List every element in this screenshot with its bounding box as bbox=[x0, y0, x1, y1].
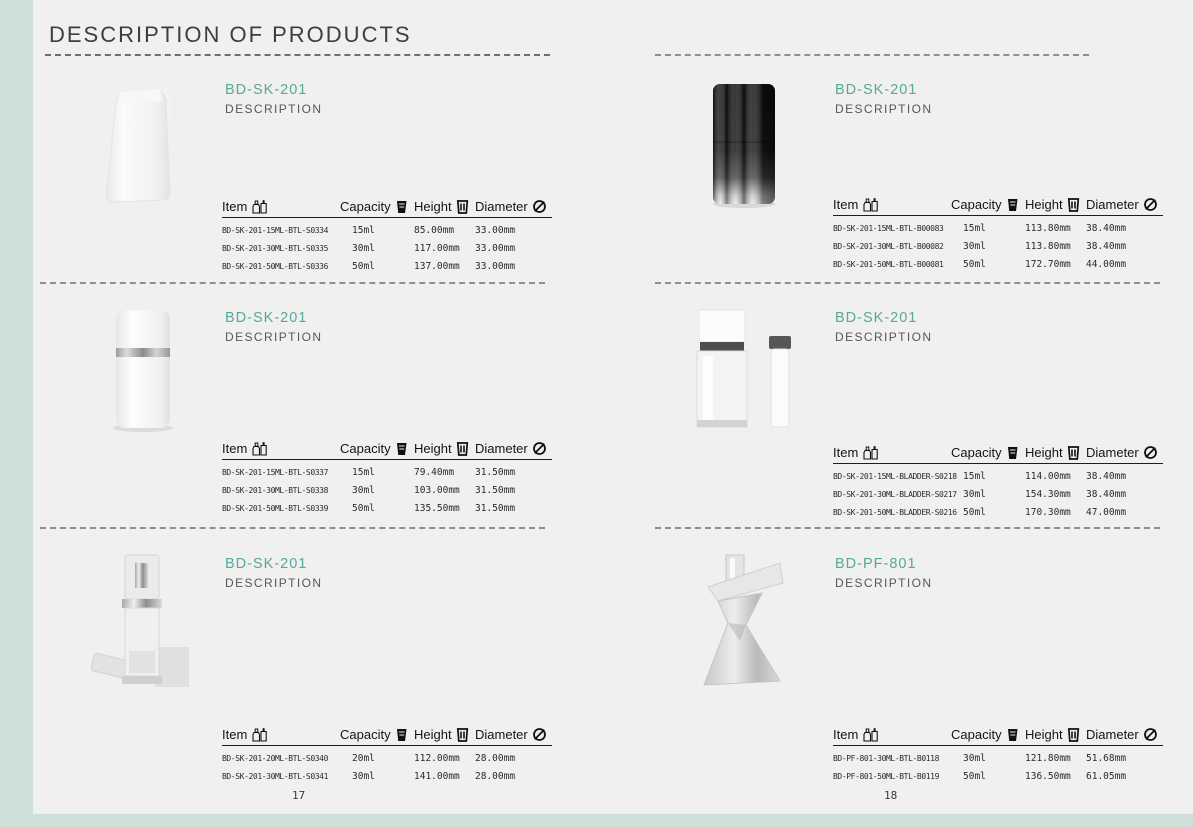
table-row bbox=[833, 506, 1163, 518]
item-header-label: Item bbox=[833, 197, 859, 212]
height-cell: 85.00mm bbox=[414, 224, 455, 236]
capacity-cell: 15ml bbox=[963, 470, 986, 482]
diameter-cell: 38.40mm bbox=[1086, 240, 1127, 252]
table-row bbox=[833, 752, 1163, 764]
item-cell: BD-SK-201-50ML-BTL-B00081 bbox=[833, 259, 944, 269]
height-cell: 117.00mm bbox=[414, 242, 460, 254]
table-header-row bbox=[833, 442, 1163, 464]
diameter-cell: 31.50mm bbox=[475, 502, 516, 514]
measuring-cup-icon bbox=[395, 442, 408, 456]
bottom-accent-bar bbox=[0, 814, 1193, 827]
diameter-column-header bbox=[475, 727, 552, 742]
bottles-icon bbox=[251, 727, 268, 742]
bottles-icon bbox=[251, 199, 268, 214]
table-header-row bbox=[833, 724, 1163, 746]
measuring-cup-icon bbox=[1006, 728, 1019, 742]
table-row bbox=[222, 466, 552, 478]
product-description-label: DESCRIPTION bbox=[225, 330, 323, 344]
height-column-header bbox=[414, 441, 475, 456]
measuring-cylinder-icon bbox=[1067, 446, 1080, 460]
diameter-icon bbox=[532, 727, 547, 742]
diameter-header-label: Diameter bbox=[1086, 445, 1139, 460]
product-description-label: DESCRIPTION bbox=[835, 330, 933, 344]
capacity-cell: 30ml bbox=[963, 488, 986, 500]
height-header-label: Height bbox=[1025, 727, 1063, 742]
capacity-cell: 15ml bbox=[963, 222, 986, 234]
capacity-cell: 15ml bbox=[352, 224, 375, 236]
product-code: BD-SK-201 bbox=[835, 310, 918, 326]
divider bbox=[655, 527, 1160, 529]
item-cell: BD-SK-201-30ML-BTL-B00082 bbox=[833, 241, 944, 251]
product-code: BD-SK-201 bbox=[225, 310, 308, 326]
section-4-heading bbox=[835, 82, 932, 116]
capacity-header-label: Capacity bbox=[340, 727, 391, 742]
spec-table-2 bbox=[222, 438, 552, 514]
item-cell: BD-SK-201-50ML-BLADDER-S0216 bbox=[833, 507, 957, 517]
capacity-header-label: Capacity bbox=[340, 199, 391, 214]
item-column-header bbox=[833, 727, 951, 742]
spec-table-5 bbox=[833, 442, 1163, 518]
right-page-top-rule bbox=[655, 54, 1089, 56]
item-cell: BD-SK-201-20ML-BTL-S0340 bbox=[222, 753, 328, 763]
table-row bbox=[222, 770, 552, 782]
diameter-header-label: Diameter bbox=[1086, 197, 1139, 212]
item-header-label: Item bbox=[222, 199, 248, 214]
diameter-cell: 38.40mm bbox=[1086, 222, 1127, 234]
capacity-column-header bbox=[340, 199, 414, 214]
measuring-cylinder-icon bbox=[456, 200, 469, 214]
capacity-header-label: Capacity bbox=[340, 441, 391, 456]
item-column-header bbox=[222, 199, 340, 214]
spec-table-4 bbox=[833, 194, 1163, 270]
item-cell: BD-PF-801-50ML-BTL-B0119 bbox=[833, 771, 939, 781]
diameter-header-label: Diameter bbox=[475, 199, 528, 214]
table-header-row bbox=[222, 438, 552, 460]
height-cell: 154.30mm bbox=[1025, 488, 1071, 500]
item-cell: BD-SK-201-30ML-BTL-S0338 bbox=[222, 485, 328, 495]
height-cell: 103.00mm bbox=[414, 484, 460, 496]
table-row bbox=[222, 502, 552, 514]
item-cell: BD-SK-201-30ML-BTL-S0335 bbox=[222, 243, 328, 253]
diameter-cell: 33.00mm bbox=[475, 224, 516, 236]
table-row bbox=[222, 484, 552, 496]
capacity-cell: 50ml bbox=[352, 502, 375, 514]
height-cell: 137.00mm bbox=[414, 260, 460, 272]
diameter-cell: 44.00mm bbox=[1086, 258, 1127, 270]
height-cell: 170.30mm bbox=[1025, 506, 1071, 518]
item-column-header bbox=[833, 197, 951, 212]
capacity-cell: 50ml bbox=[352, 260, 375, 272]
product-description-label: DESCRIPTION bbox=[835, 102, 933, 116]
section-3-heading bbox=[225, 556, 322, 590]
table-row bbox=[222, 752, 552, 764]
height-column-header bbox=[1025, 445, 1086, 460]
bottles-icon bbox=[862, 445, 879, 460]
table-row bbox=[222, 242, 552, 254]
item-cell: BD-SK-201-15ML-BLADDER-S0218 bbox=[833, 471, 957, 481]
spec-table-1 bbox=[222, 196, 552, 272]
product-image-square-bottle-and-refill-vial bbox=[683, 308, 798, 438]
capacity-cell: 50ml bbox=[963, 258, 986, 270]
capacity-column-header bbox=[951, 197, 1025, 212]
capacity-column-header bbox=[340, 441, 414, 456]
section-5-heading bbox=[835, 310, 932, 344]
table-row bbox=[833, 488, 1163, 500]
height-cell: 79.40mm bbox=[414, 466, 455, 478]
diameter-cell: 33.00mm bbox=[475, 260, 516, 272]
item-header-label: Item bbox=[833, 445, 859, 460]
title-underline bbox=[45, 54, 550, 56]
section-2-heading bbox=[225, 310, 322, 344]
divider bbox=[40, 527, 545, 529]
table-row bbox=[833, 770, 1163, 782]
product-description-label: DESCRIPTION bbox=[225, 102, 323, 116]
height-cell: 112.00mm bbox=[414, 752, 460, 764]
product-description-label: DESCRIPTION bbox=[225, 576, 323, 590]
bottles-icon bbox=[862, 197, 879, 212]
measuring-cylinder-icon bbox=[1067, 198, 1080, 212]
table-row bbox=[222, 224, 552, 236]
table-row bbox=[833, 470, 1163, 482]
height-column-header bbox=[414, 727, 475, 742]
measuring-cup-icon bbox=[395, 200, 408, 214]
item-cell: BD-SK-201-15ML-BTL-B00083 bbox=[833, 223, 944, 233]
measuring-cylinder-icon bbox=[456, 442, 469, 456]
capacity-cell: 50ml bbox=[963, 770, 986, 782]
height-cell: 114.00mm bbox=[1025, 470, 1071, 482]
product-code: BD-PF-801 bbox=[835, 556, 917, 572]
capacity-column-header bbox=[951, 727, 1025, 742]
capacity-cell: 50ml bbox=[963, 506, 986, 518]
right-page-number: 18 bbox=[884, 789, 898, 802]
diameter-cell: 51.68mm bbox=[1086, 752, 1127, 764]
measuring-cylinder-icon bbox=[456, 728, 469, 742]
item-cell: BD-SK-201-50ML-BTL-S0336 bbox=[222, 261, 328, 271]
diameter-icon bbox=[1143, 197, 1158, 212]
product-description-label: DESCRIPTION bbox=[835, 576, 933, 590]
item-column-header bbox=[222, 441, 340, 456]
product-code: BD-SK-201 bbox=[225, 556, 308, 572]
item-column-header bbox=[222, 727, 340, 742]
height-cell: 121.80mm bbox=[1025, 752, 1071, 764]
capacity-cell: 30ml bbox=[963, 240, 986, 252]
table-row bbox=[222, 260, 552, 272]
diameter-cell: 31.50mm bbox=[475, 466, 516, 478]
measuring-cup-icon bbox=[1006, 446, 1019, 460]
diameter-cell: 33.00mm bbox=[475, 242, 516, 254]
bottles-icon bbox=[251, 441, 268, 456]
height-cell: 136.50mm bbox=[1025, 770, 1071, 782]
item-cell: BD-PF-801-30ML-BTL-B0118 bbox=[833, 753, 939, 763]
height-cell: 141.00mm bbox=[414, 770, 460, 782]
item-cell: BD-SK-201-15ML-BTL-S0337 bbox=[222, 467, 328, 477]
bottles-icon bbox=[862, 727, 879, 742]
height-column-header bbox=[1025, 197, 1086, 212]
item-column-header bbox=[833, 445, 951, 460]
diameter-header-label: Diameter bbox=[1086, 727, 1139, 742]
item-cell: BD-SK-201-30ML-BLADDER-S0217 bbox=[833, 489, 957, 499]
capacity-cell: 30ml bbox=[352, 484, 375, 496]
diameter-icon bbox=[532, 199, 547, 214]
diameter-cell: 28.00mm bbox=[475, 770, 516, 782]
height-header-label: Height bbox=[1025, 445, 1063, 460]
capacity-cell: 30ml bbox=[963, 752, 986, 764]
diameter-header-label: Diameter bbox=[475, 727, 528, 742]
section-6-heading bbox=[835, 556, 932, 590]
height-column-header bbox=[1025, 727, 1086, 742]
height-header-label: Height bbox=[414, 199, 452, 214]
diameter-cell: 47.00mm bbox=[1086, 506, 1127, 518]
capacity-header-label: Capacity bbox=[951, 445, 1002, 460]
left-page-number: 17 bbox=[292, 789, 306, 802]
diameter-cell: 38.40mm bbox=[1086, 488, 1127, 500]
measuring-cup-icon bbox=[395, 728, 408, 742]
capacity-column-header bbox=[951, 445, 1025, 460]
capacity-cell: 20ml bbox=[352, 752, 375, 764]
spec-table-3 bbox=[222, 724, 552, 782]
height-cell: 113.80mm bbox=[1025, 222, 1071, 234]
diameter-column-header bbox=[475, 441, 552, 456]
table-header-row bbox=[222, 724, 552, 746]
diameter-column-header bbox=[1086, 727, 1163, 742]
table-row bbox=[833, 240, 1163, 252]
item-cell: BD-SK-201-30ML-BTL-S0341 bbox=[222, 771, 328, 781]
item-header-label: Item bbox=[833, 727, 859, 742]
table-row bbox=[833, 258, 1163, 270]
height-cell: 135.50mm bbox=[414, 502, 460, 514]
capacity-cell: 30ml bbox=[352, 242, 375, 254]
diameter-icon bbox=[1143, 727, 1158, 742]
diameter-header-label: Diameter bbox=[475, 441, 528, 456]
diameter-cell: 31.50mm bbox=[475, 484, 516, 496]
product-code: BD-SK-201 bbox=[835, 82, 918, 98]
capacity-cell: 30ml bbox=[352, 770, 375, 782]
table-header-row bbox=[833, 194, 1163, 216]
height-header-label: Height bbox=[414, 727, 452, 742]
height-cell: 172.70mm bbox=[1025, 258, 1071, 270]
item-header-label: Item bbox=[222, 727, 248, 742]
measuring-cylinder-icon bbox=[1067, 728, 1080, 742]
height-cell: 113.80mm bbox=[1025, 240, 1071, 252]
diameter-column-header bbox=[1086, 197, 1163, 212]
left-accent-bar bbox=[0, 0, 33, 827]
capacity-header-label: Capacity bbox=[951, 727, 1002, 742]
diameter-column-header bbox=[1086, 445, 1163, 460]
section-1-heading bbox=[225, 82, 322, 116]
product-image-airless-pump-bottle bbox=[85, 551, 200, 698]
diameter-cell: 28.00mm bbox=[475, 752, 516, 764]
capacity-column-header bbox=[340, 727, 414, 742]
product-image-white-round-bottle bbox=[80, 76, 200, 211]
diameter-icon bbox=[532, 441, 547, 456]
table-row bbox=[833, 222, 1163, 234]
product-image-white-cylinder-silver-band bbox=[90, 306, 195, 439]
item-cell: BD-SK-201-15ML-BTL-S0334 bbox=[222, 225, 328, 235]
measuring-cup-icon bbox=[1006, 198, 1019, 212]
page-title: DESCRIPTION OF PRODUCTS bbox=[49, 22, 412, 47]
diameter-cell: 38.40mm bbox=[1086, 470, 1127, 482]
product-image-angular-perfume-bottle bbox=[688, 553, 793, 698]
capacity-cell: 15ml bbox=[352, 466, 375, 478]
height-header-label: Height bbox=[414, 441, 452, 456]
diameter-icon bbox=[1143, 445, 1158, 460]
product-image-black-gloss-bottle bbox=[697, 82, 792, 215]
divider bbox=[655, 282, 1160, 284]
divider bbox=[40, 282, 545, 284]
product-code: BD-SK-201 bbox=[225, 82, 308, 98]
item-cell: BD-SK-201-50ML-BTL-S0339 bbox=[222, 503, 328, 513]
height-column-header bbox=[414, 199, 475, 214]
diameter-column-header bbox=[475, 199, 552, 214]
spec-table-6 bbox=[833, 724, 1163, 782]
height-header-label: Height bbox=[1025, 197, 1063, 212]
capacity-header-label: Capacity bbox=[951, 197, 1002, 212]
item-header-label: Item bbox=[222, 441, 248, 456]
diameter-cell: 61.05mm bbox=[1086, 770, 1127, 782]
table-header-row bbox=[222, 196, 552, 218]
